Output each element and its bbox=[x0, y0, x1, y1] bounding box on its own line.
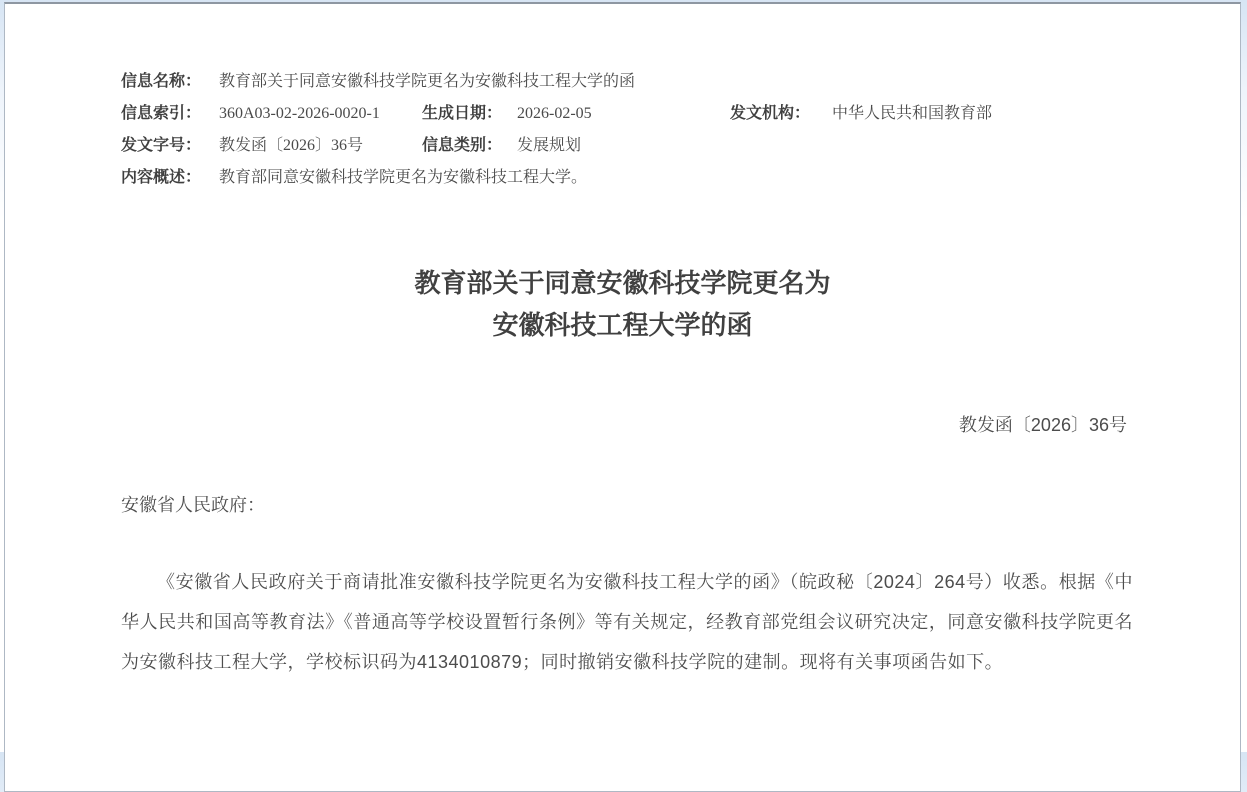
meta-summary-label: 内容概述： bbox=[121, 169, 202, 186]
meta-row-summary bbox=[5, 162, 1240, 194]
letter-doc-number: 教发函〔2026〕36号 bbox=[958, 415, 1127, 435]
meta-index-value: 360A03-02-2026-0020-1 bbox=[219, 105, 380, 122]
meta-agency-label: 发文机构： bbox=[730, 105, 811, 122]
meta-docnum-label: 发文字号： bbox=[121, 137, 202, 154]
meta-row-name bbox=[5, 66, 1240, 98]
meta-date-label: 生成日期： bbox=[422, 105, 503, 122]
document-card bbox=[4, 2, 1241, 792]
meta-row-index-date-agency bbox=[5, 98, 1240, 130]
meta-date-value: 2026-02-05 bbox=[517, 105, 592, 122]
meta-index-label: 信息索引： bbox=[121, 105, 202, 122]
letter-body-paragraph: 《安徽省人民政府关于商请批准安徽科技学院更名为安徽科技工程大学的函》（皖政秘〔2024〕264号）收悉。根据《中华人民共和国高等教育法》《普通高等学校设置暂行条例》等有关规定，经教育部党组会议研究决定，同意安徽科技学院更名为安徽科技工程大学，学校标识码为4134010879；同时撤销安徽科技学院的建制。现将有关事项函告如下。 bbox=[121, 572, 1133, 672]
meta-category-value: 发展规划 bbox=[517, 137, 582, 154]
letter-title-line1: 教育部关于同意安徽科技学院更名为 bbox=[414, 268, 831, 298]
meta-name-value: 教育部关于同意安徽科技学院更名为安徽科技工程大学的函 bbox=[219, 73, 636, 90]
meta-name-label: 信息名称： bbox=[121, 73, 202, 90]
meta-category-label: 信息类别： bbox=[422, 137, 503, 154]
letter-title-line2: 安徽科技工程大学的函 bbox=[492, 310, 753, 340]
meta-row-docnum-category bbox=[5, 130, 1240, 162]
meta-agency-value: 中华人民共和国教育部 bbox=[832, 105, 993, 122]
document-meta-block bbox=[5, 4, 1240, 204]
meta-summary-value: 教育部同意安徽科技学院更名为安徽科技工程大学。 bbox=[219, 169, 588, 186]
letter-addressee: 安徽省人民政府： bbox=[121, 495, 265, 515]
meta-docnum-value: 教发函〔2026〕36号 bbox=[219, 137, 364, 154]
letter-title bbox=[5, 262, 1240, 346]
